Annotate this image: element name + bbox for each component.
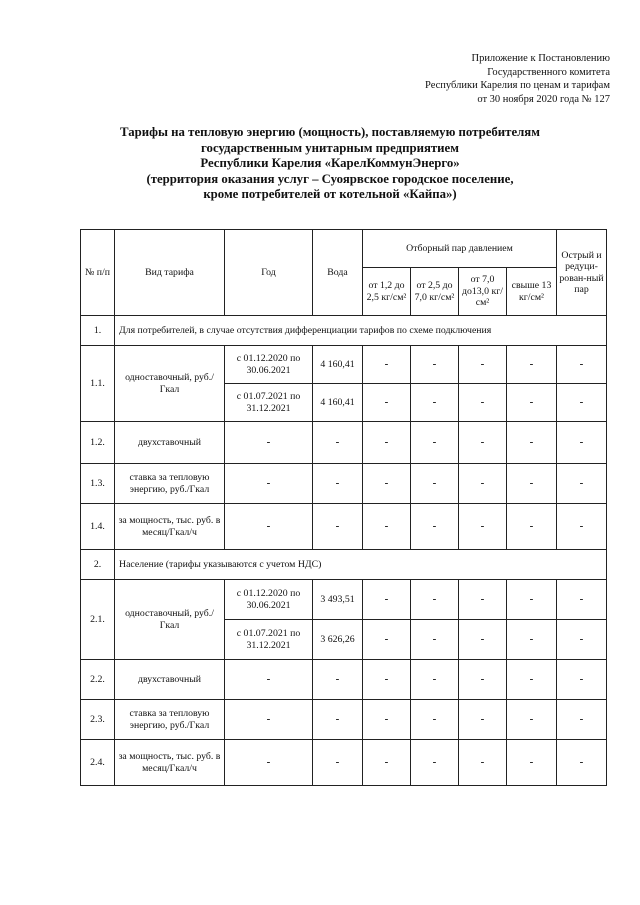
dash-cell: - (411, 422, 459, 464)
dash-cell: - (507, 660, 557, 700)
dash-cell: - (363, 620, 411, 660)
row-num: 1.4. (81, 504, 115, 550)
tariff-table (80, 229, 607, 786)
dash-cell: - (507, 580, 557, 620)
dash-cell: - (507, 422, 557, 464)
dash-cell: - (411, 620, 459, 660)
row-tariff-type: за мощность, тыс. руб. в месяц/Гкал/ч (115, 504, 225, 550)
row-period: с 01.07.2021 по 31.12.2021 (225, 384, 313, 422)
dash-cell: - (557, 660, 607, 700)
header-steam-group: Отборный пар давлением (363, 230, 557, 268)
row-period: с 01.12.2020 по 30.06.2021 (225, 346, 313, 384)
header-steam-3: от 7,0 до13,0 кг/см² (459, 268, 507, 316)
dash-cell: - (363, 422, 411, 464)
table-row (81, 580, 607, 620)
appendix-line: Приложение к Постановлению (471, 53, 610, 64)
dash-cell: - (225, 660, 313, 700)
header-row (81, 230, 607, 268)
title-line: Тарифы на тепловую энергию (мощность), поставляемую потребителям (120, 125, 540, 139)
dash-cell: - (459, 346, 507, 384)
dash-cell: - (459, 384, 507, 422)
dash-cell: - (507, 740, 557, 786)
appendix-note (425, 52, 610, 106)
table-row (81, 740, 607, 786)
dash-cell: - (411, 346, 459, 384)
dash-cell: - (557, 422, 607, 464)
dash-cell: - (225, 700, 313, 740)
table-row (81, 700, 607, 740)
dash-cell: - (507, 464, 557, 504)
dash-cell: - (411, 700, 459, 740)
dash-cell: - (225, 740, 313, 786)
table-row (81, 504, 607, 550)
dash-cell: - (411, 384, 459, 422)
appendix-line: Государственного комитета (487, 66, 610, 78)
dash-cell: - (225, 422, 313, 464)
row-period: с 01.07.2021 по 31.12.2021 (225, 620, 313, 660)
row-num: 1.1. (81, 346, 115, 422)
header-year: Год (225, 230, 313, 316)
dash-cell: - (459, 464, 507, 504)
dash-cell: - (411, 504, 459, 550)
dash-cell: - (507, 504, 557, 550)
header-steam-1: от 1,2 до 2,5 кг/см² (363, 268, 411, 316)
dash-cell: - (411, 464, 459, 504)
dash-cell: - (507, 700, 557, 740)
title-line: (территория оказания услуг – Суоярвское городское поселение, (146, 171, 514, 186)
section-row (81, 550, 607, 580)
dash-cell: - (459, 660, 507, 700)
section-title: Население (тарифы указываются с учетом НДС) (115, 550, 607, 580)
dash-cell: - (459, 504, 507, 550)
appendix-line: Республики Карелия по ценам и тарифам (425, 80, 610, 91)
row-tariff-type: ставка за тепловую энергию, руб./Гкал (115, 464, 225, 504)
row-num: 1.3. (81, 464, 115, 504)
dash-cell: - (459, 740, 507, 786)
title-line: кроме потребителей от котельной «Кайпа») (203, 187, 457, 202)
dash-cell: - (225, 504, 313, 550)
row-water-value: 3 493,51 (313, 580, 363, 620)
row-num: 1.2. (81, 422, 115, 464)
dash-cell: - (411, 580, 459, 620)
dash-cell: - (363, 740, 411, 786)
row-water-value: 3 626,26 (313, 620, 363, 660)
dash-cell: - (557, 620, 607, 660)
row-water-value: 4 160,41 (313, 384, 363, 422)
section-num: 1. (81, 316, 115, 346)
dash-cell: - (313, 660, 363, 700)
row-tariff-type: двухставочный (115, 422, 225, 464)
dash-cell: - (507, 620, 557, 660)
dash-cell: - (363, 346, 411, 384)
table-row (81, 464, 607, 504)
table-row (81, 660, 607, 700)
dash-cell: - (363, 660, 411, 700)
row-tariff-type: ставка за тепловую энергию, руб./Гкал (115, 700, 225, 740)
dash-cell: - (557, 700, 607, 740)
dash-cell: - (313, 464, 363, 504)
header-num: № п/п (81, 230, 115, 316)
dash-cell: - (459, 700, 507, 740)
dash-cell: - (313, 422, 363, 464)
dash-cell: - (557, 346, 607, 384)
dash-cell: - (363, 464, 411, 504)
dash-cell: - (411, 740, 459, 786)
dash-cell: - (507, 384, 557, 422)
section-row (81, 316, 607, 346)
table-row (81, 346, 607, 384)
header-water: Вода (313, 230, 363, 316)
dash-cell: - (363, 384, 411, 422)
header-tariff-type: Вид тарифа (115, 230, 225, 316)
row-water-value: 4 160,41 (313, 346, 363, 384)
row-num: 2.2. (81, 660, 115, 700)
title-line: государственным унитарным предприятием (201, 140, 459, 155)
dash-cell: - (363, 504, 411, 550)
dash-cell: - (557, 580, 607, 620)
dash-cell: - (225, 464, 313, 504)
section-num: 2. (81, 550, 115, 580)
row-num: 2.1. (81, 580, 115, 660)
dash-cell: - (363, 580, 411, 620)
dash-cell: - (557, 464, 607, 504)
header-sharp-steam: Острый и редуци-рован-ный пар (557, 230, 607, 316)
document-title (60, 125, 600, 203)
dash-cell: - (313, 740, 363, 786)
row-period: с 01.12.2020 по 30.06.2021 (225, 580, 313, 620)
dash-cell: - (557, 740, 607, 786)
header-steam-2: от 2,5 до 7,0 кг/см² (411, 268, 459, 316)
title-line: Республики Карелия «КарелКоммунЭнерго» (200, 156, 460, 171)
dash-cell: - (459, 620, 507, 660)
header-steam-4: свыше 13 кг/см² (507, 268, 557, 316)
appendix-line: от 30 ноября 2020 года № 127 (477, 93, 610, 105)
dash-cell: - (557, 384, 607, 422)
row-tariff-type: двухставочный (115, 660, 225, 700)
dash-cell: - (459, 422, 507, 464)
dash-cell: - (557, 504, 607, 550)
dash-cell: - (363, 700, 411, 740)
section-title: Для потребителей, в случае отсутствия дифференциации тарифов по схеме подключения (115, 316, 607, 346)
dash-cell: - (459, 580, 507, 620)
row-tariff-type: одноставочный, руб./Гкал (115, 580, 225, 660)
dash-cell: - (313, 700, 363, 740)
dash-cell: - (313, 504, 363, 550)
table-row (81, 422, 607, 464)
row-tariff-type: за мощность, тыс. руб. в месяц/Гкал/ч (115, 740, 225, 786)
dash-cell: - (411, 660, 459, 700)
row-num: 2.3. (81, 700, 115, 740)
row-tariff-type: одноставочный, руб./Гкал (115, 346, 225, 422)
dash-cell: - (507, 346, 557, 384)
row-num: 2.4. (81, 740, 115, 786)
